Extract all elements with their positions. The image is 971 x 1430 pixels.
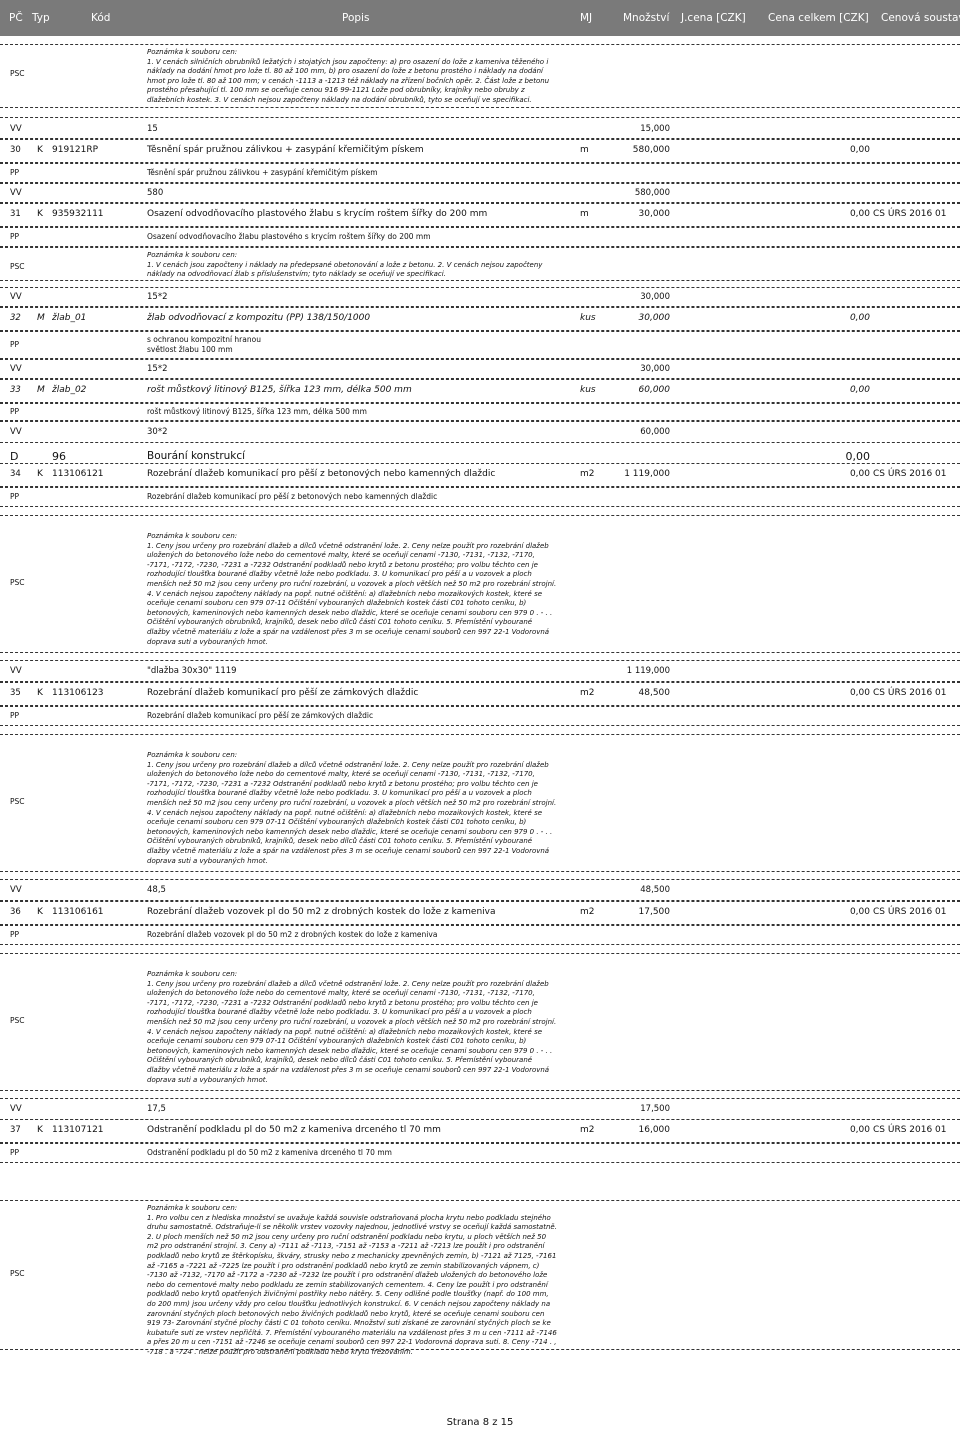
vv-row	[0, 183, 960, 203]
vv-tag: VV	[10, 364, 22, 374]
col-jcena: J.cena [CZK]	[681, 12, 746, 24]
row-pc: 34	[10, 469, 21, 479]
row-name: Rozebrání dlažeb komunikací pro pěší ze zámkových dlaždic	[147, 688, 419, 698]
psc-tag: PSC	[10, 262, 25, 271]
row-pc: 32	[10, 313, 21, 323]
note-title: Poznámka k souboru cen:	[147, 251, 238, 259]
row-mj: m2	[580, 907, 595, 917]
note-text	[147, 532, 557, 647]
row-pc: 30	[10, 145, 21, 155]
row-mj: kus	[580, 313, 596, 323]
row-name: Rozebrání dlažeb vozovek pl do 50 m2 z drobných kostek do lože z kameniva	[147, 907, 496, 917]
pp-row	[0, 331, 960, 359]
row-source: CS ÚRS 2016 01	[873, 907, 947, 917]
row-kod: 113106121	[52, 469, 104, 479]
vv-expr: 48,5	[147, 885, 166, 895]
psc-tag: PSC	[10, 1016, 25, 1025]
pp-tag: PP	[10, 340, 20, 349]
row-mj: m	[580, 209, 589, 219]
note-body: 1. Ceny jsou určeny pro rozebrání dlažeb a dílců včetně odstranění lože. 2. Ceny nelze použít pro rozebrání dlažeb uložených do betonového lože nebo do cementové malty, které se oceňují cenami -7130, -7131, -7132, -7170, -7171, -7172, -7230, -7231 a -7232 Odstranění podkladů nebo krytů z betonu prostého; pro volbu těchto cen je rozhodující tloušťka bourané dlažby včetně lože nebo podkladu. 3. U komunikací pro pěší a u vozovek a ploch menších než 50 m2 jsou ceny určeny pro ruční rozebrání, u vozovek a ploch větších než 50 m2 pro rozebrání strojní. 4. V cenách nejsou započteny náklady na popř. nutné očištění: a) dlažebních nebo mozaikových kostek, které se oceňuje cenami souboru cen 979 07-11 Očištění vybouraných dlažebních kostek části C01 tohoto ceníku, b) betonových, kameninových nebo kamenných desek nebo dlaždic, které se oceňuje cenami souboru cen 979 0 . - . . Očištění vybouraných obrubníků, krajníků, desek nebo dílců části C01 tohoto ceníku. 5. Přemístění vybourané dlažby včetně materiálu z lože a spár na vzdálenost přes 3 m se oceňuje cenami souborů cen 997 22-1 Vodorovná doprava suti a vybouraných hmot.	[147, 541, 557, 646]
pp-tag: PP	[10, 232, 20, 241]
col-mj: MJ	[580, 12, 593, 24]
note-block	[0, 515, 960, 653]
row-qty: 48,500	[638, 688, 670, 698]
pp-row	[0, 706, 960, 726]
row-pc: 31	[10, 209, 21, 219]
row-qty: 60,000	[638, 385, 670, 395]
vv-qty: 17,500	[640, 1104, 670, 1114]
row-typ: K	[37, 145, 43, 155]
row-mj: m2	[580, 688, 595, 698]
note-block	[0, 247, 960, 281]
pp-text: Rozebrání dlažeb komunikací pro pěší z betonových nebo kamenných dlaždic	[147, 492, 438, 501]
note-block	[0, 44, 960, 108]
col-cena-celkem: Cena celkem [CZK]	[768, 12, 869, 24]
col-mnozstvi: Množství	[623, 12, 670, 24]
vv-row	[0, 879, 960, 901]
pp-tag: PP	[10, 711, 20, 720]
row-kod: 919121RP	[52, 145, 99, 155]
table-header	[0, 0, 971, 36]
pp-row	[0, 163, 960, 183]
vv-row	[0, 117, 960, 139]
vv-qty: 30,000	[640, 364, 670, 374]
row-mj: m2	[580, 1125, 595, 1135]
vv-row	[0, 1098, 960, 1120]
row-jcena: 0,00	[849, 907, 870, 917]
vv-qty: 15,000	[640, 124, 670, 134]
pp-text: Odstranění podkladu pl do 50 m2 z kameniva drceného tl 70 mm	[147, 1148, 392, 1157]
pp-tag: PP	[10, 1148, 20, 1157]
table-row[interactable]	[0, 139, 960, 163]
vv-tag: VV	[10, 666, 22, 676]
pp-tag: PP	[10, 930, 20, 939]
row-typ: K	[37, 688, 43, 698]
pp-row	[0, 227, 960, 247]
row-jcena: 0,00	[849, 469, 870, 479]
pp-text: světlost žlabu 100 mm	[147, 345, 233, 354]
pp-text: s ochranou kompozitní hranou	[147, 335, 261, 344]
vv-row	[0, 660, 960, 682]
row-jcena: 0,00	[849, 1125, 870, 1135]
note-body: 1. V cenách jsou započteny i náklady na předepsané obetonování a lože z betonu. 2. V cenách nejsou započteny náklady na odvodňovací žlab s příslušenstvím; tyto náklady se oceňují ve specifikaci.	[147, 260, 543, 279]
vv-row	[0, 359, 960, 379]
note-text	[147, 751, 557, 866]
note-text	[147, 970, 557, 1085]
psc-tag: PSC	[10, 578, 25, 587]
note-title: Poznámka k souboru cen:	[147, 532, 238, 540]
row-jcena: 0,00	[849, 145, 870, 155]
table-row[interactable]	[0, 379, 960, 403]
row-jcena: 0,00	[849, 313, 870, 323]
note-title: Poznámka k souboru cen:	[147, 751, 238, 759]
table-row[interactable]	[0, 463, 960, 487]
pp-row	[0, 487, 960, 507]
vv-qty: 30,000	[640, 292, 670, 302]
section-name: Bourání konstrukcí	[147, 450, 246, 462]
row-typ: M	[37, 385, 45, 395]
note-body: 1. V cenách silničních obrubníků ležatých i stojatých jsou započteny: a) pro osazení do lože z kameniva těženého i náklady na dodání hmot pro lože tl. 80 až 100 mm, b) pro osazení do lože z betonu prostého i náklady na dodání hmot pro lože tl. 80 až 100 mm; v cenách -1113 a -1213 též náklady na zřízení bočních opěr. 2. Část lože z betonu prostého přesahující tl. 100 mm se oceňuje cenou 916 99-1121 Lože pod obrubníky, krajníky nebo obruby z dlažebních kostek. 3. V cenách nejsou započteny náklady na dodání obrubníků, tyto se oceňují ve specifikaci.	[147, 57, 550, 104]
row-qty: 580,000	[632, 145, 670, 155]
vv-qty: 60,000	[640, 427, 670, 437]
row-jcena: 0,00	[849, 688, 870, 698]
row-source: CS ÚRS 2016 01	[873, 469, 947, 479]
row-name: Odstranění podkladu pl do 50 m2 z kameniva drceného tl 70 mm	[147, 1125, 441, 1135]
row-qty: 16,000	[638, 1125, 670, 1135]
pp-text: Rozebrání dlažeb komunikací pro pěší ze zámkových dlaždic	[147, 711, 374, 720]
row-jcena: 0,00	[849, 209, 870, 219]
row-pc: 33	[10, 385, 21, 395]
note-title: Poznámka k souboru cen:	[147, 970, 238, 978]
col-cenova-soustava: Cenová soustava	[881, 12, 971, 24]
note-block	[0, 734, 960, 872]
row-typ: K	[37, 469, 43, 479]
col-typ: Typ	[32, 12, 50, 24]
table-row[interactable]	[0, 1119, 960, 1143]
row-source: CS ÚRS 2016 01	[873, 1125, 947, 1135]
row-typ: M	[37, 313, 45, 323]
vv-expr: 15*2	[147, 292, 168, 302]
col-kod: Kód	[91, 12, 111, 24]
row-qty: 30,000	[638, 209, 670, 219]
note-body: 1. Ceny jsou určeny pro rozebrání dlažeb a dílců včetně odstranění lože. 2. Ceny nelze použít pro rozebrání dlažeb uložených do betonového lože nebo do cementové malty, které se oceňují cenami -7130, -7131, -7132, -7170, -7171, -7172, -7230, -7231 a -7232 Odstranění podkladů nebo krytů z betonu prostého; pro volbu těchto cen je rozhodující tloušťka bourané dlažby včetně lože nebo podkladu. 3. U komunikací pro pěší a u vozovek a ploch menších než 50 m2 jsou ceny určeny pro ruční rozebrání, u vozovek a ploch větších než 50 m2 pro rozebrání strojní. 4. V cenách nejsou započteny náklady na popř. nutné očištění: a) dlažebních nebo mozaikových kostek, které se oceňuje cenami souboru cen 979 07-11 Očištění vybouraných dlažebních kostek části C01 tohoto ceníku, b) betonových, kameninových nebo kamenných desek nebo dlaždic, které se oceňuje cenami souboru cen 979 0 . - . . Očištění vybouraných obrubníků, krajníků, desek nebo dílců části C01 tohoto ceníku. 5. Přemístění vybourané dlažby včetně materiálu z lože a spár na vzdálenost přes 3 m se oceňuje cenami souborů cen 997 22-1 Vodorovná doprava suti a vybouraných hmot.	[147, 979, 557, 1084]
table-row[interactable]	[0, 203, 960, 227]
col-pc: PČ	[9, 12, 23, 24]
pp-text: Rozebrání dlažeb vozovek pl do 50 m2 z drobných kostek do lože z kameniva	[147, 930, 438, 939]
table-row[interactable]	[0, 307, 960, 331]
vv-expr: 15	[147, 124, 158, 134]
vv-tag: VV	[10, 427, 22, 437]
pp-row	[0, 925, 960, 945]
row-mj: kus	[580, 385, 596, 395]
vv-expr: 580	[147, 188, 164, 198]
section-d: D	[10, 450, 19, 463]
note-title: Poznámka k souboru cen:	[147, 48, 238, 56]
col-popis: Popis	[342, 12, 370, 24]
row-mj: m2	[580, 469, 595, 479]
row-name: rošt můstkový litinový B125, šířka 123 mm, délka 500 mm	[147, 385, 412, 395]
note-title: Poznámka k souboru cen:	[147, 1204, 238, 1212]
section-total: 0,00	[845, 450, 870, 463]
row-pc: 36	[10, 907, 21, 917]
vv-tag: VV	[10, 124, 22, 134]
note-text	[147, 48, 562, 106]
page-number: Strana 8 z 15	[446, 1417, 514, 1428]
vv-tag: VV	[10, 1104, 22, 1114]
row-mj: m	[580, 145, 589, 155]
vv-expr: 15*2	[147, 364, 168, 374]
note-text	[147, 1204, 559, 1358]
vv-tag: VV	[10, 188, 22, 198]
section-code: 96	[52, 450, 66, 463]
row-jcena: 0,00	[849, 385, 870, 395]
row-typ: K	[37, 1125, 43, 1135]
row-kod: 113107121	[52, 1125, 104, 1135]
psc-tag: PSC	[10, 797, 25, 806]
row-kod: žlab_01	[52, 313, 87, 323]
vv-tag: VV	[10, 292, 22, 302]
note-block	[0, 1200, 960, 1356]
vv-expr: 17,5	[147, 1104, 166, 1114]
note-block	[0, 953, 960, 1091]
pp-row	[0, 1143, 960, 1163]
row-pc: 35	[10, 688, 21, 698]
vv-expr: 30*2	[147, 427, 168, 437]
row-qty: 17,500	[638, 907, 670, 917]
row-kod: žlab_02	[52, 385, 87, 395]
row-qty: 30,000	[638, 313, 670, 323]
row-source: CS ÚRS 2016 01	[873, 209, 947, 219]
row-name: Osazení odvodňovacího plastového žlabu s krycím roštem šířky do 200 mm	[147, 209, 488, 219]
psc-tag: PSC	[10, 69, 25, 78]
vv-tag: VV	[10, 885, 22, 895]
note-text	[147, 251, 547, 280]
vv-expr: "dlažba 30x30" 1119	[147, 666, 237, 676]
row-typ: K	[37, 209, 43, 219]
row-name: žlab odvodňovací z kompozitu (PP) 138/150/1000	[147, 313, 371, 323]
row-kod: 935932111	[52, 209, 104, 219]
table-row[interactable]	[0, 901, 960, 925]
pp-text: rošt můstkový litinový B125, šířka 123 mm, délka 500 mm	[147, 407, 367, 416]
row-name: Rozebrání dlažeb komunikací pro pěší z betonových nebo kamenných dlaždic	[147, 469, 496, 479]
vv-qty: 48,500	[640, 885, 670, 895]
row-name: Těsnění spár pružnou zálivkou + zasypání křemičitým pískem	[147, 145, 424, 155]
row-kod: 113106161	[52, 907, 104, 917]
row-qty: 1 119,000	[624, 469, 670, 479]
row-typ: K	[37, 907, 43, 917]
pp-text: Těsnění spár pružnou zálivkou + zasypání křemičitým pískem	[147, 168, 378, 177]
row-source: CS ÚRS 2016 01	[873, 688, 947, 698]
pp-tag: PP	[10, 492, 20, 501]
table-row[interactable]	[0, 682, 960, 706]
note-body: 1. Pro volbu cen z hlediska množství se uvažuje každá souvisle odstraňovaná plocha krytu nebo podkladu stejného druhu samostatně. Odstraňuje-li se několik vrstev vozovky najednou, jednotlivé vrstvy se oceňují každá samostatně. 2. U ploch menších než 50 m2 jsou ceny určeny pro ruční odstranění podkladu nebo krytu, u ploch větších než 50 m2 pro odstranění strojní. 3. Ceny a) -7111 až -7113, -7151 až -7153 a -7211 až -7213 lze použít i pro odstranění podkladů nebo krytů ze štěrkopísku, škváry, strusky nebo z mechanicky zpevněných zemin, b) -7121 až 7125, -7161 až -7165 a -7221 až -7225 lze použít i pro odstranění podkladů nebo krytů ze zemin stabilizovaných vápnem, c) -7130 až -7132, -7170 až -7172 a -7230 až -7232 lze použít i pro odstranění dlažeb uložených do betonového lože nebo do cementové malty nebo podkladu ze zemin stabilizovaných cementem. 4. Ceny lze použít i pro odstranění podkladů nebo krytů opatřených živičnými postřiky nebo nátěry. 5. Ceny odlišné podle tloušťky (např. do 100 mm, do 200 mm) jsou určeny vždy pro celou tloušťku jednotlivých konstrukcí. 6. V cenách nejsou započteny náklady na zarovnání styčných ploch betonových nebo živičných podkladů nebo krytů, které se oceňuje cenami souboru cen 919 73- Zarovnání styčné plochy části C 01 tohoto ceníku. Množství suti získané ze zarovnání styčných ploch se ke kubatuře suti ze vrstev nepřičítá. 7. Přemístění vybouraného materiálu na vzdálenost přes 3 m u cen -7111 až -7146 a přes 20 m u cen -7151 až -7246 se oceňuje cenami souborů cen 997 22-1 Vodorovná doprava suti. 8. Ceny -714 . , -718 . a -724 . nelze použít pro odstranění podkladu nebo krytu frézováním.	[147, 1213, 557, 1356]
pp-row	[0, 403, 960, 421]
vv-row	[0, 287, 960, 307]
vv-row	[0, 421, 960, 443]
note-body: 1. Ceny jsou určeny pro rozebrání dlažeb a dílců včetně odstranění lože. 2. Ceny nelze použít pro rozebrání dlažeb uložených do betonového lože nebo do cementové malty, které se oceňují cenami -7130, -7131, -7132, -7170, -7171, -7172, -7230, -7231 a -7232 Odstranění podkladů nebo krytů z betonu prostého; pro volbu těchto cen je rozhodující tloušťka bourané dlažby včetně lože nebo podkladu. 3. U komunikací pro pěší a u vozovek a ploch menších než 50 m2 jsou ceny určeny pro ruční rozebrání, u vozovek a ploch větších než 50 m2 pro rozebrání strojní. 4. V cenách nejsou započteny náklady na popř. nutné očištění: a) dlažebních nebo mozaikových kostek, které se oceňuje cenami souboru cen 979 07-11 Očištění vybouraných dlažebních kostek části C01 tohoto ceníku, b) betonových, kameninových nebo kamenných desek nebo dlaždic, které se oceňuje cenami souboru cen 979 0 . - . . Očištění vybouraných obrubníků, krajníků, desek nebo dílců části C01 tohoto ceníku. 5. Přemístění vybourané dlažby včetně materiálu z lože a spár na vzdálenost přes 3 m se oceňuje cenami souborů cen 997 22-1 Vodorovná doprava suti a vybouraných hmot.	[147, 760, 557, 865]
vv-qty: 580,000	[634, 188, 670, 198]
psc-tag: PSC	[10, 1269, 25, 1278]
row-kod: 113106123	[52, 688, 104, 698]
row-pc: 37	[10, 1125, 21, 1135]
pp-tag: PP	[10, 407, 20, 416]
vv-qty: 1 119,000	[626, 666, 670, 676]
pp-tag: PP	[10, 168, 20, 177]
pp-text: Osazení odvodňovacího žlabu plastového s krycím roštem šířky do 200 mm	[147, 232, 431, 241]
